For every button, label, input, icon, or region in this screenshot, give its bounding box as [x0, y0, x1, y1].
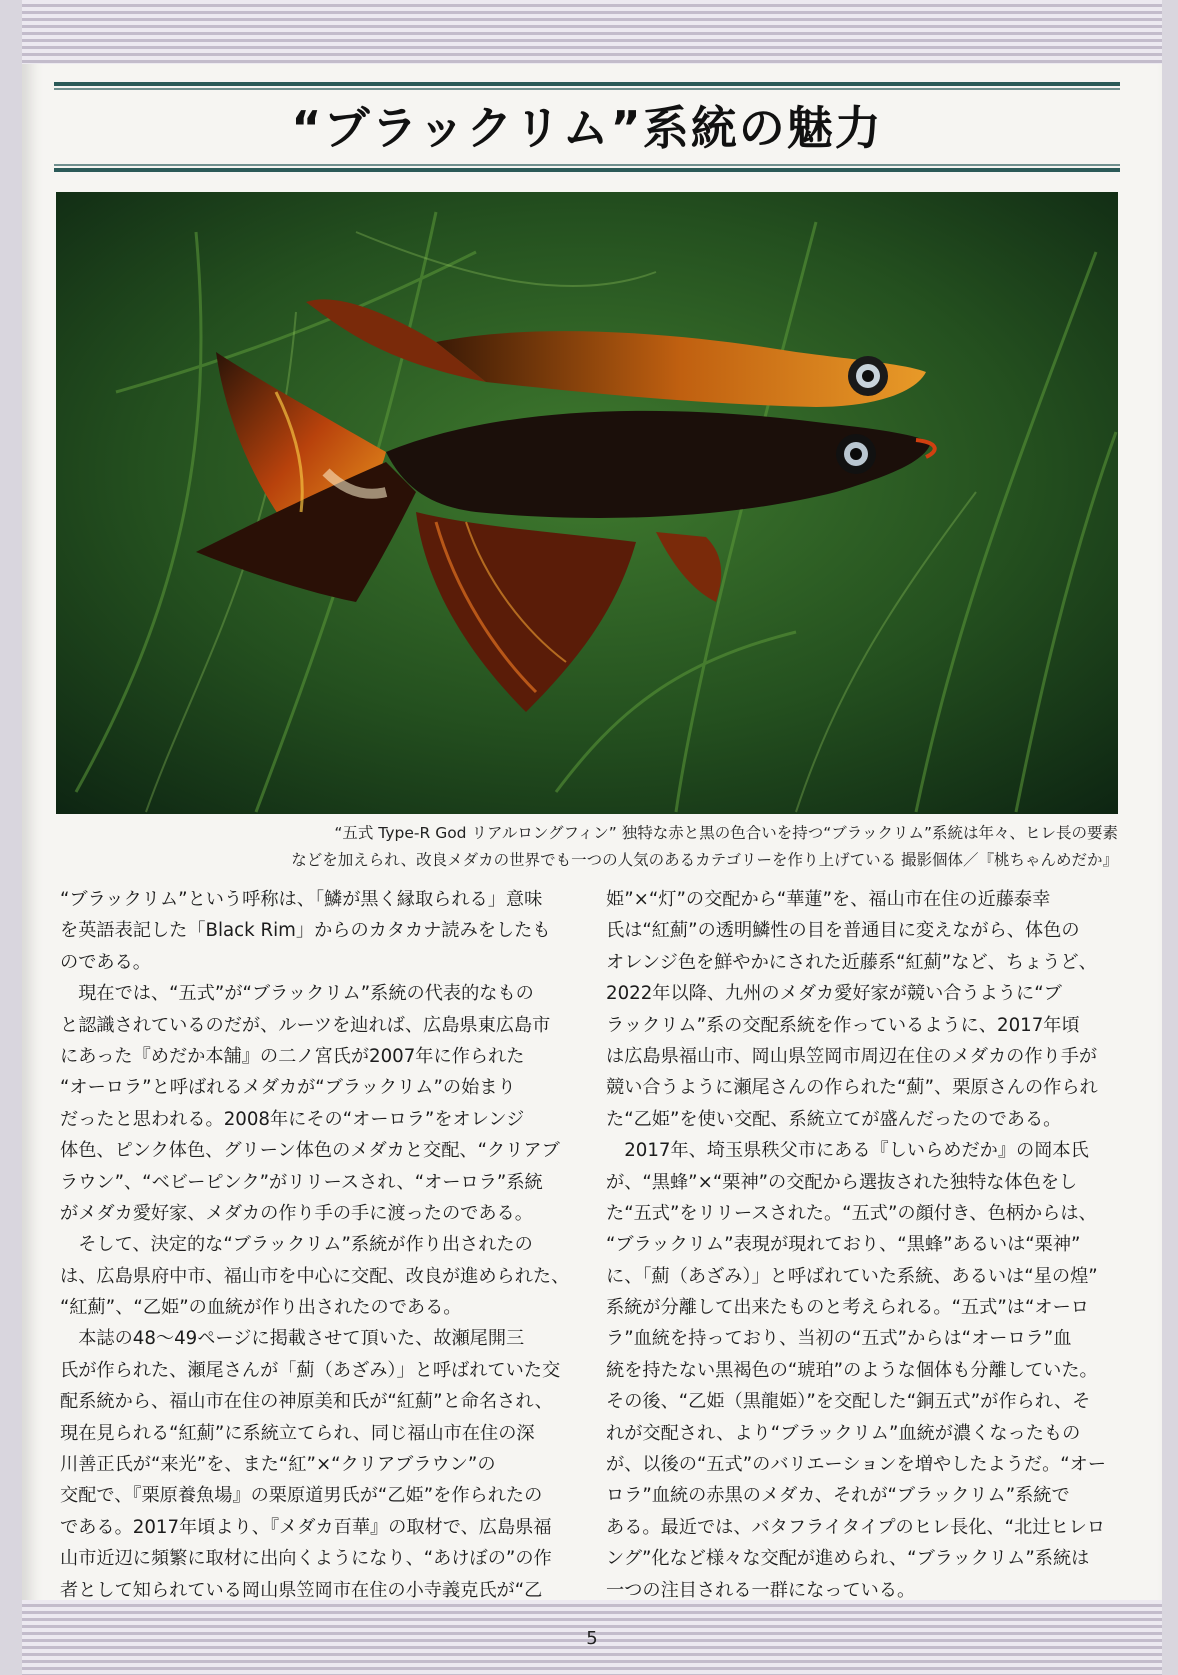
body-text-line: 本誌の48～49ページに掲載させて頂いた、故瀬尾開三: [60, 1328, 525, 1350]
caption-line: “五式 Type-R God リアルロングフィン” 独特な赤と黒の色合いを持つ“ブラックリム”系統は年々、ヒレ長の要素: [334, 824, 1118, 842]
body-text-line: である。2017年頃より、『メダカ百華』の取材で、広島県福: [60, 1516, 552, 1538]
body-column-left: [60, 884, 572, 1606]
body-text-line: がメダカ愛好家、メダカの作り手の手に渡ったのである。: [60, 1202, 533, 1224]
body-text-line: にあった『めだか本舗』の二ノ宮氏が2007年に作られた: [60, 1045, 525, 1067]
body-text-line: 川善正氏が“来光”を、また“紅”×“クリアブラウン”の: [60, 1454, 496, 1476]
title-rule-bottom: [54, 168, 1120, 172]
body-text-line: 統を持たない黒褐色の“琥珀”のような個体も分離していた。: [606, 1359, 1098, 1381]
body-text-line: 配系統から、福山市在住の神原美和氏が“紅薊”と命名され、: [60, 1391, 553, 1413]
body-text-line: に、「薊（あざみ）」と呼ばれていた系統、あるいは“星の煌”: [606, 1265, 1098, 1287]
body-text-line: 競い合うように瀬尾さんの作られた“薊”、栗原さんの作られ: [606, 1077, 1098, 1099]
body-text-line: ラウン”、“ベビーピンク”がリリースされ、“オーロラ”系統: [60, 1171, 543, 1193]
body-text-line: が、以後の“五式”のバリエーションを増やしたようだ。“オー: [606, 1454, 1107, 1476]
magazine-page: [22, 0, 1162, 1675]
body-text-line: 山市近辺に頻繁に取材に出向くようになり、“あけぼの”の作: [60, 1548, 552, 1570]
body-text-line: と認識されているのだが、ルーツを辿れば、広島県東広島市: [60, 1014, 551, 1036]
body-text-line: “ブラックリム”という呼称は、「鱗が黒く縁取られる」意味: [60, 889, 543, 910]
medaka-fish-illustration: [56, 192, 1118, 814]
body-text-line: 2017年、埼玉県秩父市にある『しいらめだか』の岡本氏: [606, 1140, 1089, 1162]
body-text-line: その後、“乙姫（黒龍姫）”を交配した“銅五式”が作られ、そ: [606, 1391, 1091, 1413]
title-rule-bottom-thin: [54, 164, 1120, 166]
title-rule-top-thin: [54, 88, 1120, 90]
body-text-line: れが交配され、より“ブラックリム”血統が濃くなったもの: [606, 1422, 1081, 1444]
body-text-line: 交配で、『栗原養魚場』の栗原道男氏が“乙姫”を作られたの: [60, 1485, 543, 1507]
body-text-line: が、“黒蜂”×“栗神”の交配から選抜された独特な体色をし: [606, 1171, 1078, 1193]
body-text-line: た“五式”をリリースされた。“五式”の顔付き、色柄からは、: [606, 1202, 1097, 1224]
title-rule-top: [54, 82, 1120, 86]
page-title: “ブラックリム”系統の魅力: [291, 101, 883, 155]
body-text-line: ラ”血統を持っており、当初の“五式”からは“オーロラ”血: [606, 1328, 1072, 1350]
body-text-line: オレンジ色を鮮やかにされた近藤系“紅薊”など、ちょうど、: [606, 951, 1097, 973]
body-text-line: を英語表記した「Black Rim」からのカタカナ読みをしたも: [60, 920, 551, 942]
body-text-line: た“乙姫”を使い交配、系統立てが盛んだったのである。: [606, 1108, 1062, 1130]
body-text-line: 体色、ピンク体色、グリーン体色のメダカと交配、“クリアブ: [60, 1140, 560, 1162]
body-text-line: ロラ”血統の赤黒のメダカ、それが“ブラックリム”系統で: [606, 1485, 1070, 1507]
body-text-line: のである。: [60, 951, 151, 973]
body-text-line: 姫”×“灯”の交配から“華蓮”を、福山市在住の近藤泰幸: [606, 889, 1051, 910]
body-text-line: 現在見られる“紅薊”に系統立てられ、同じ福山市在住の深: [60, 1422, 535, 1444]
body-text-line: ラックリム”系の交配系統を作っているように、2017年頃: [606, 1014, 1080, 1036]
body-text-line: 氏が作られた、瀬尾さんが「薊（あざみ）」と呼ばれていた交: [60, 1359, 561, 1381]
body-text-line: 現在では、“五式”が“ブラックリム”系統の代表的なもの: [60, 983, 534, 1005]
page-number: 5: [586, 1628, 598, 1649]
body-text-line: “紅薊”、“乙姫”の血統が作り出されたのである。: [60, 1297, 462, 1319]
body-text-line: そして、決定的な“ブラックリム”系統が作り出されたの: [60, 1234, 533, 1256]
body-text-line: 一つの注目される一群になっている。: [606, 1579, 916, 1601]
body-text-line: 者として知られている岡山県笠岡市在住の小寺義克氏が“乙: [60, 1579, 543, 1601]
photo-caption: [56, 820, 1118, 874]
fish-photo: [56, 192, 1118, 814]
body-column-right: [606, 884, 1118, 1606]
body-text-line: 2022年以降、九州のメダカ愛好家が競い合うように“ブ: [606, 983, 1062, 1005]
body-text-line: ある。最近では、バタフライタイプのヒレ長化、“北辻ヒレロ: [606, 1516, 1106, 1538]
body-text-line: ング”化など様々な交配が進められ、“ブラックリム”系統は: [606, 1548, 1090, 1570]
title-banner: [54, 82, 1120, 174]
body-text-line: だったと思われる。2008年にその“オーロラ”をオレンジ: [60, 1108, 525, 1130]
body-text-line: は広島県福山市、岡山県笠岡市周辺在住のメダカの作り手が: [606, 1045, 1098, 1067]
body-text-line: 系統が分離して出来たものと考えられる。“五式”は“オーロ: [606, 1297, 1089, 1319]
caption-line: などを加えられ、改良メダカの世界でも一つの人気のあるカテゴリーを作り上げている 撮影個体／『桃ちゃんめだか』: [291, 851, 1118, 869]
top-stripe-border: [22, 0, 1162, 64]
body-text-line: 氏は“紅薊”の透明鱗性の目を普通目に変えながら、体色の: [606, 920, 1080, 942]
body-text-line: “ブラックリム”表現が現れており、“黒蜂”あるいは“栗神”: [606, 1234, 1081, 1256]
body-text-line: “オーロラ”と呼ばれるメダカが“ブラックリム”の始まり: [60, 1077, 516, 1099]
body-text-line: は、広島県府中市、福山市を中心に交配、改良が進められた、: [60, 1265, 570, 1287]
